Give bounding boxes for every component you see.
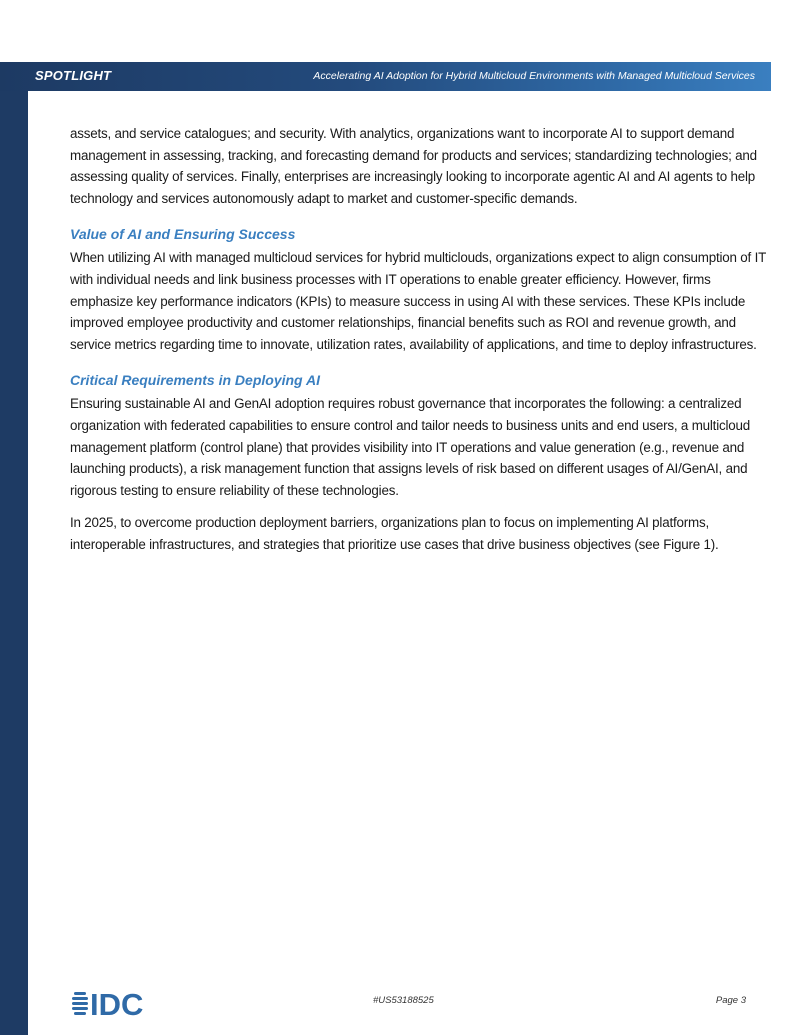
header-doc-title: Accelerating AI Adoption for Hybrid Multicloud Environments with Managed Multicloud Services <box>313 70 755 82</box>
footer-doc-id: #US53188525 <box>373 995 434 1006</box>
section-requirements-paragraph-2: In 2025, to overcome production deployment barriers, organizations plan to focus on implementing AI platforms, interoperable infrastructures, and strategies that prioritize use cases that drive business objectives (see Figure 1). <box>70 515 719 552</box>
idc-logo-icon <box>72 988 162 1018</box>
intro-paragraph: assets, and service catalogues; and security. With analytics, organizations want to incorporate AI to support demand management in assessing, tracking, and forecasting demand for products and services; standardizing technologies; and assessing quality of services. Finally, enterprises are increasingly looking to incorporate agentic AI and AI agents to help technology and services autonomously adapt to market and customer-specific demands. <box>70 126 757 206</box>
section-value-paragraph: When utilizing AI with managed multicloud services for hybrid multiclouds, organizations expect to align consumption of IT with individual needs and link business processes with IT operations to enable greater efficiency. However, firms emphasize key performance indicators (KPIs) to measure success in using AI with these services. These KPIs include improved employee productivity and customer relationships, financial benefits such as ROI and revenue growth, and service metrics regarding time to innovate, utilization rates, availability of applications, and time to deploy infrastructures. <box>70 250 766 352</box>
left-sidebar-band <box>0 62 28 1035</box>
section-heading-value: Value of AI and Ensuring Success <box>70 226 296 243</box>
footer-page-number: Page 3 <box>715 995 746 1006</box>
section-heading-requirements: Critical Requirements in Deploying AI <box>70 372 320 389</box>
page-header <box>0 62 771 91</box>
idc-logo-text: IDC <box>90 988 144 1018</box>
page-content <box>70 123 770 567</box>
section-requirements-paragraph-1: Ensuring sustainable AI and GenAI adoption requires robust governance that incorporates the following: a centralized organization with federated capabilities to ensure control and tailor needs to business units and end users, a multicloud management platform (control plane) that provides visibility into IT operations and value generation (e.g., revenue and launching products), a risk management function that assigns levels of risk based on different usages of AI/GenAI, and rigorous testing to ensure reliability of these technologies. <box>70 396 750 498</box>
header-label: SPOTLIGHT <box>35 68 112 83</box>
idc-logo <box>72 988 162 1018</box>
